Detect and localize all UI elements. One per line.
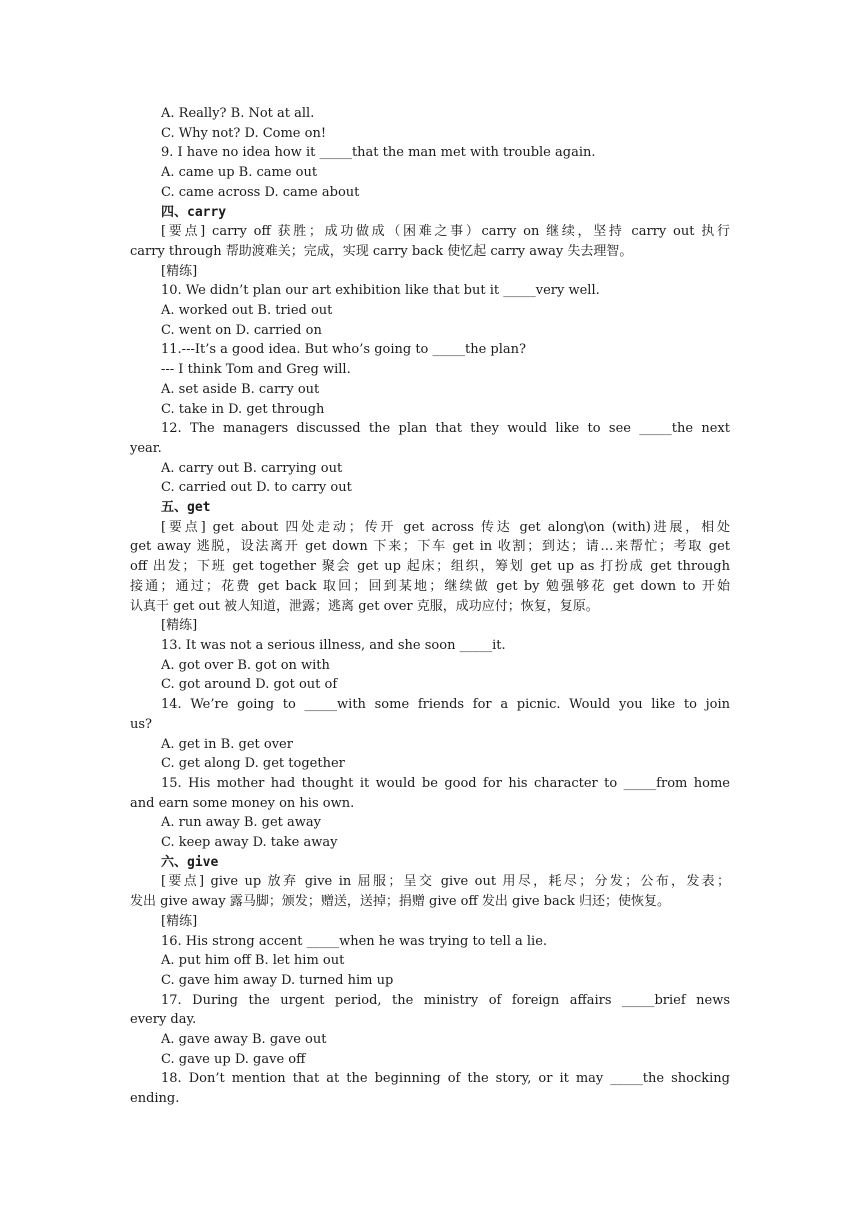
text-line: year. [130, 440, 162, 456]
text-line: [要点] give up 放弃 give in 屈服；呈交 give out 用尽，耗尽；分发；公布，发表； [161, 874, 730, 890]
text-line: A. set aside B. carry out [161, 381, 320, 397]
text-line: A. get in B. get over [161, 736, 293, 752]
text-line: C. gave up D. gave off [161, 1051, 306, 1067]
text-line: A. worked out B. tried out [161, 303, 333, 319]
text-line: us? [130, 716, 153, 732]
text-line: C. take in D. get through [161, 401, 325, 417]
text-line: 15. His mother had thought it would be good for his character to _____from home [161, 775, 730, 791]
text-line: 13. It was not a serious illness, and she soon _____it. [161, 637, 506, 653]
text-line: [精练] [161, 618, 198, 634]
text-line: C. came across D. came about [161, 184, 360, 200]
text-line: 认真干 get out 被人知道，泄露；逃离 get over 克服，成功应付；恢复，复原。 [130, 598, 599, 614]
section-heading: 五、get [161, 500, 211, 516]
text-line: carry through 帮助渡难关；完成，实现 carry back 使忆起 carry away 失去理智。 [130, 243, 633, 259]
text-line: [精练] [161, 263, 198, 279]
text-line: 14. We’re going to _____with some friends for a picnic. Would you like to join [161, 697, 730, 713]
text-line: A. came up B. came out [161, 165, 318, 181]
section-heading: 四、carry [161, 204, 227, 220]
text-line: 接通；通过；花费 get back 取回；回到某地；继续做 get by 勉强够花 get down to 开始 [130, 578, 730, 594]
text-line: A. carry out B. carrying out [161, 460, 343, 476]
text-line: C. keep away D. take away [161, 835, 338, 851]
text-line: A. Really? B. Not at all. [161, 106, 315, 121]
text-line: [要点] carry off 获胜；成功做成（困难之事）carry on 继续，坚持 carry out 执行 [161, 224, 730, 240]
text-line: 12. The managers discussed the plan that they would like to see _____the next [161, 421, 730, 437]
text-line: 18. Don’t mention that at the beginning of the story, or it may _____the shocking [161, 1071, 730, 1087]
text-line: A. got over B. got on with [161, 657, 330, 673]
text-line: [精练] [161, 913, 198, 929]
text-line: off 出发；下班 get together 聚会 get up 起床；组织，筹划 get up as 打扮成 get through [130, 559, 730, 575]
text-line: 11.---It’s a good idea. But who’s going to _____the plan? [161, 342, 527, 358]
text-line: and earn some money on his own. [130, 795, 355, 811]
text-line: C. get along D. get together [161, 756, 345, 772]
text-line: [要点] get about 四处走动；传开 get across 传达 get along\on (with)进展，相处 [161, 519, 730, 535]
text-line: 10. We didn’t plan our art exhibition like that but it _____very well. [161, 283, 600, 299]
text-line: C. went on D. carried on [161, 322, 322, 338]
text-line: --- I think Tom and Greg will. [161, 362, 351, 378]
text-line: A. put him off B. let him out [161, 953, 345, 969]
text-line: A. gave away B. gave out [161, 1032, 327, 1048]
text-line: C. carried out D. to carry out [161, 480, 352, 496]
text-line: ending. [130, 1091, 180, 1107]
text-line: every day. [130, 1012, 197, 1028]
text-line: 17. During the urgent period, the ministry of foreign affairs _____brief news [161, 992, 730, 1008]
text-line: 16. His strong accent _____when he was trying to tell a lie. [161, 933, 548, 949]
text-line: 发出 give away 露马脚；颁发；赠送，送掉；捐赠 give off 发出 give back 归还；使恢复。 [130, 894, 671, 910]
section-heading: 六、give [161, 854, 219, 870]
text-line: C. got around D. got out of [161, 677, 338, 693]
text-line: A. run away B. get away [161, 815, 322, 831]
text-line: get away 逃脱，设法离开 get down 下来；下车 get in 收割；到达；请…来帮忙；考取 get [130, 539, 730, 555]
text-line: C. Why not? D. Come on! [161, 125, 327, 141]
text-line: 9. I have no idea how it _____that the man met with trouble again. [161, 145, 596, 161]
text-line: C. gave him away D. turned him up [161, 972, 394, 988]
